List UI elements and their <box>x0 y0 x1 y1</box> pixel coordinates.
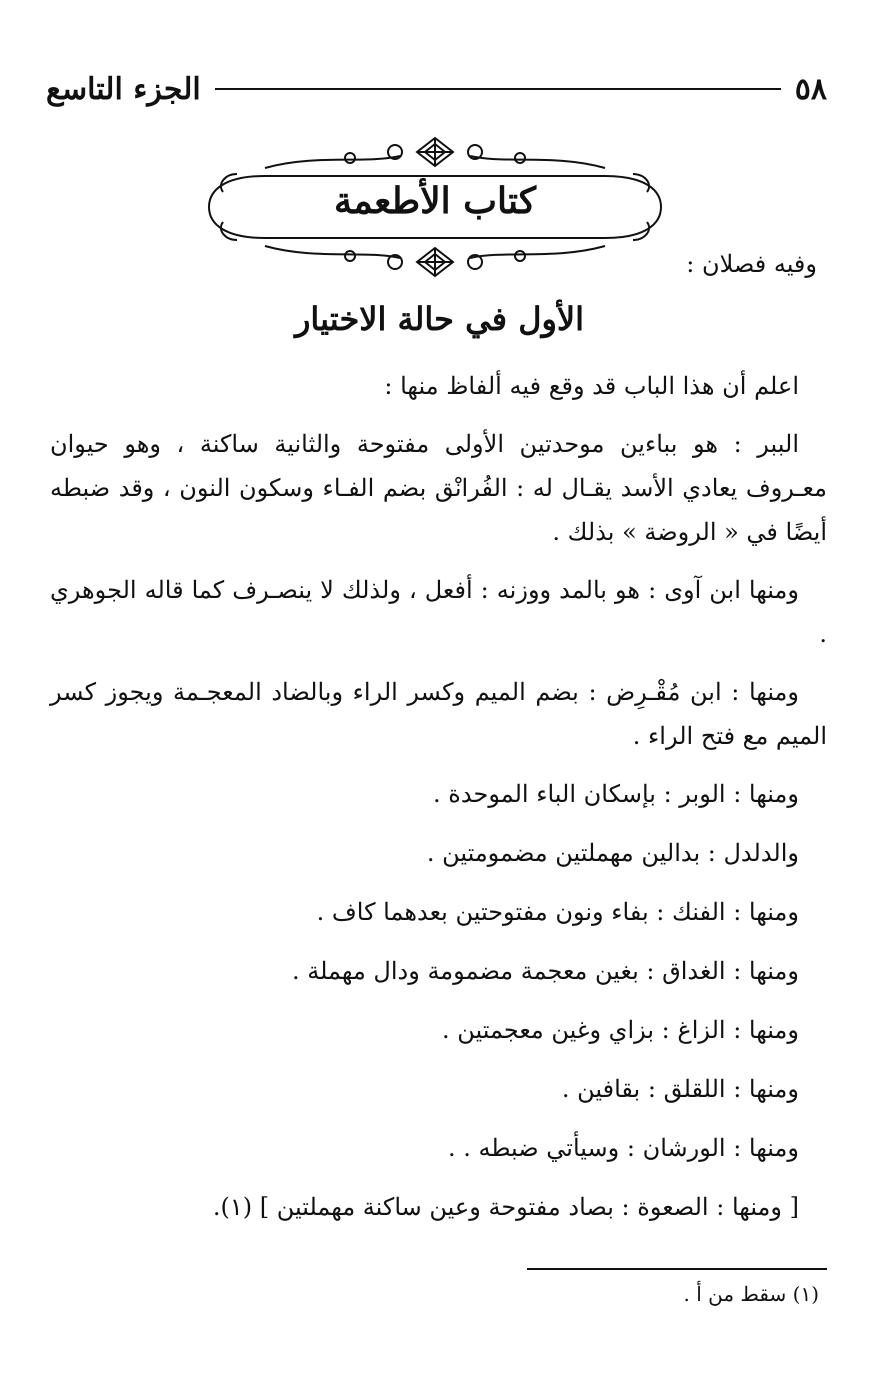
paragraph: ومنها : الغداق : بغين معجمة مضمومة ودال مهملة . <box>291 957 799 985</box>
title-ornament-frame <box>195 134 675 280</box>
paragraph: ومنها : الورشان : وسيأتي ضبطه . . <box>447 1134 799 1162</box>
paragraph: ومنها ابن آوى : هو بالمد ووزنه : أفعل ، ولذلك لا ينصـرف كما قاله الجوهري . <box>50 576 827 648</box>
paragraph: [ ومنها : الصعوة : بصاد مفتوحة وعين ساكنة مهملتين ] (١). <box>212 1193 799 1221</box>
paragraph: ومنها : الوبر : بإسكان الباء الموحدة . <box>433 780 799 808</box>
book-title: كتاب الأطعمة <box>333 180 537 222</box>
paragraph: ومنها : ابن مُقْـرِض : بضم الميم وكسر الراء وبالضاد المعجـمة ويجوز كسر الميم مع فتح الراء . <box>50 678 827 750</box>
intro-line: وفيه فصلان : <box>686 250 817 278</box>
footnote-rule <box>527 1268 827 1270</box>
paragraph: والدلدل : بدالين مهملتين مضمومتين . <box>426 839 799 867</box>
body-text <box>50 364 827 1244</box>
paragraph: ومنها : الزاغ : بزاي وغين معجمتين . <box>441 1016 799 1044</box>
section-heading: الأول في حالة الاختيار <box>294 300 585 338</box>
part-title: الجزء التاسع <box>46 71 201 107</box>
page-number: ٥٨ <box>794 71 827 107</box>
running-header <box>46 64 827 114</box>
paragraph: ومنها : اللقلق : بقافين . <box>561 1075 799 1103</box>
paragraph: اعلم أن هذا الباب قد وقع فيه ألفاظ منها : <box>384 372 799 400</box>
footnote: (١) سقط من أ . <box>683 1282 819 1306</box>
paragraph: ومنها : الفنك : بفاء ونون مفتوحتين بعدهما كاف . <box>316 898 799 926</box>
header-rule <box>215 88 781 90</box>
paragraph: الببر : هو بباءين موحدتين الأولى مفتوحة والثانية ساكنة ، وهو حيوان معـروف يعادي الأسد يقـال له : الفُرانْق بضم الفـاء وسكون النون ، وقد ضبطه أيضًا في « الروضة » بذلك . <box>50 430 827 546</box>
